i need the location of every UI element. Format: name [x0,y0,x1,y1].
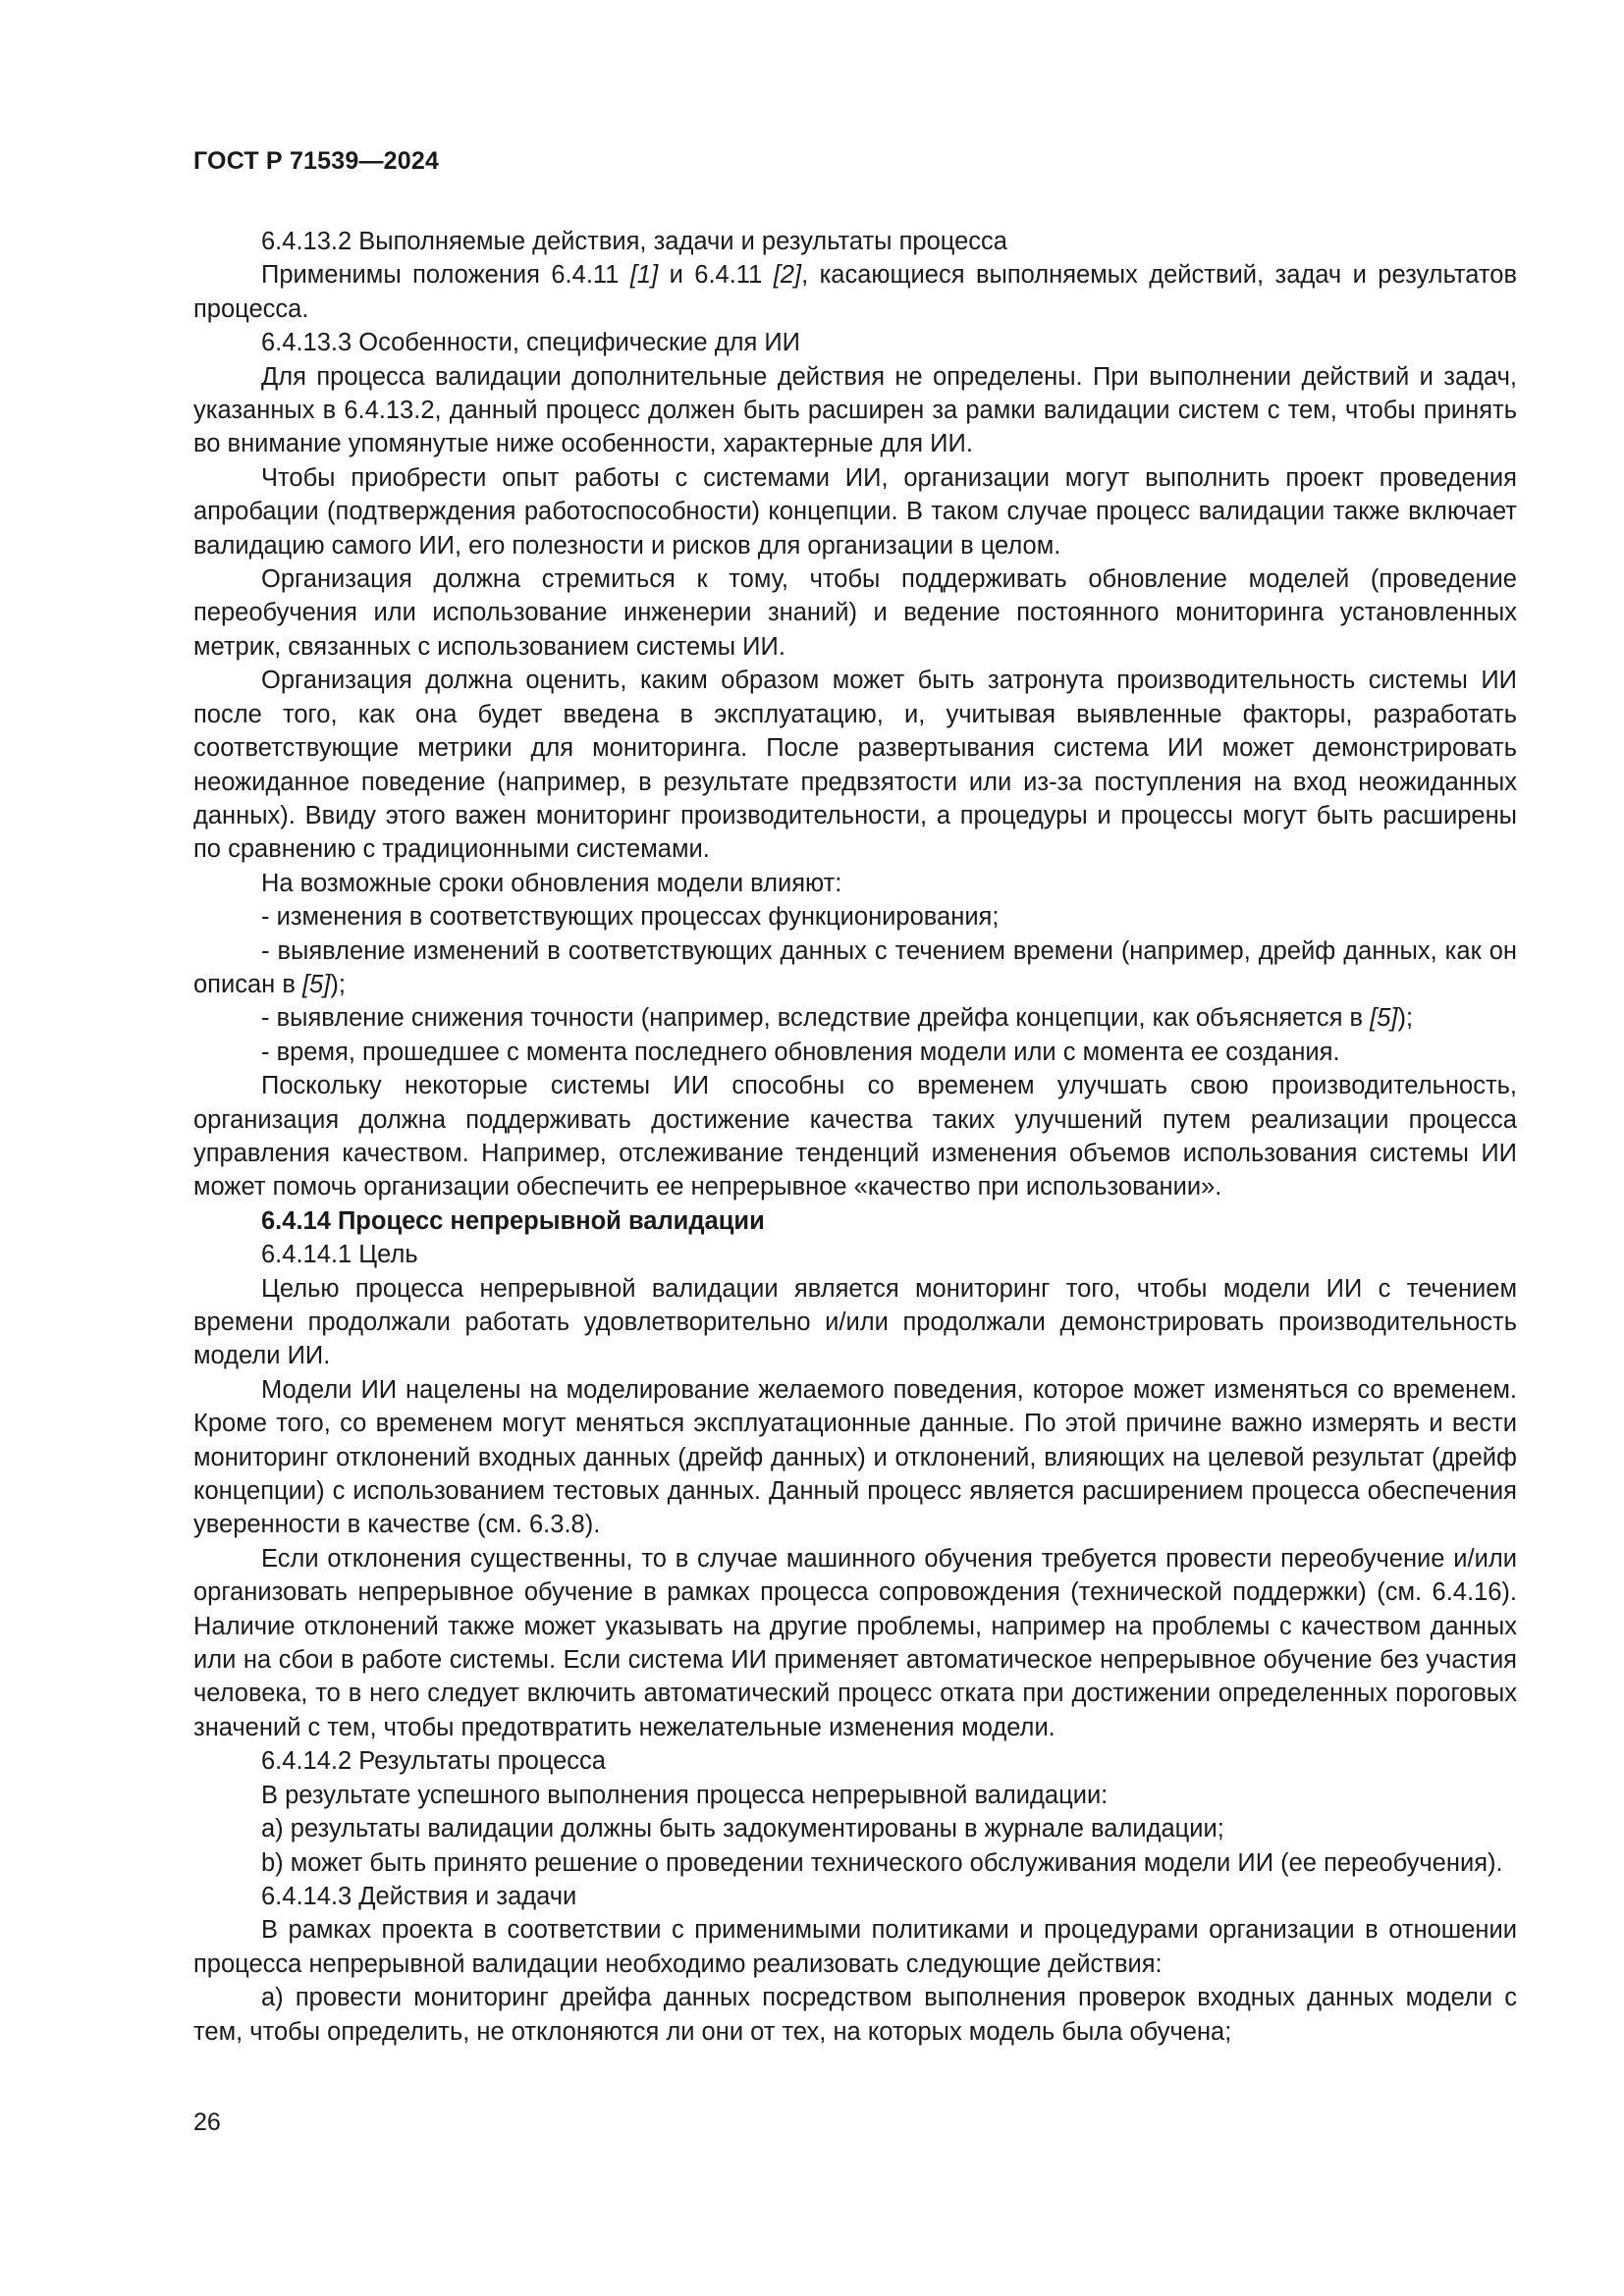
paragraph: Если отклонения существенны, то в случае машинного обучения требуется провести переобучение и/или организовать непрерывное обучение в рамках процесса сопровождения (технической поддержки) (см. 6.4.16). Наличие отклонений также может указывать на другие проблемы, например на проблемы с качеством данных или на сбои в работе системы. Если система ИИ применяет автоматическое непрерывное обучение без участия человека, то в него следует включить автоматический процесс отката при достижении определенных пороговых значений с тем, чтобы предотвратить нежелательные изменения модели. [193,1544,1517,1741]
paragraph: На возможные сроки обновления модели влияют: [261,869,842,897]
reference: [5] [301,970,331,998]
paragraph: Применимы положения 6.4.11 [1] и 6.4.11 [2], касающиеся выполняемых действий, задач и результатов процесса. [193,261,1517,323]
paragraph: Поскольку некоторые системы ИИ способны со временем улучшать свою производительность, организация должна поддерживать достижение качества таких улучшений путем реализации процесса управления качеством. Например, отслеживание тенденций изменения объемов использования системы ИИ может помочь организации обеспечить ее непрерывное «качество при использовании». [193,1072,1517,1201]
list-item: - выявление изменений в соответствующих данных с течением времени (например, дрейф данных, как он описан в [5]); [193,936,1517,998]
subsection-title: 6.4.13.2 Выполняемые действия, задачи и результаты процесса [261,228,1007,255]
paragraph: Организация должна оценить, каким образом может быть затронута производительность системы ИИ после того, как она будет введена в эксплуатацию, и, учитывая выявленные факторы, разработать соответствующие метрики для мониторинга. После развертывания система ИИ может демонстрировать неожиданное поведение (например, в результате предвзятости или из-за поступления на вход неожиданных данных). Ввиду этого важен мониторинг производительности, а процедуры и процессы могут быть расширены по сравнению с традиционными системами. [193,667,1517,864]
paragraph: Чтобы приобрести опыт работы с системами ИИ, организации могут выполнить проект проведения апробации (подтверждения работоспособности) концепции. В таком случае процесс валидации также включает валидацию самого ИИ, его полезности и рисков для организации в целом. [193,463,1517,560]
list-item: a) результаты валидации должны быть задокументированы в журнале валидации; [261,1815,1224,1843]
paragraph: Модели ИИ нацелены на моделирование желаемого поведения, которое может изменяться со временем. Кроме того, со временем могут меняться эксплуатационные данные. По этой причине важно измерять и вести мониторинг отклонений входных данных (дрейф данных) и отклонений, влияющих на целевой результат (дрейф концепции) с использованием тестовых данных. Данный процесс является расширением процесса обеспечения уверенности в качестве (см. 6.3.8). [193,1375,1517,1539]
list-item: - время, прошедшее с момента последнего обновления модели или с момента ее создания. [261,1038,1340,1066]
subsection-title: 6.4.14.1 Цель [261,1241,418,1269]
paragraph: В рамках проекта в соответствии с применимыми политиками и процедурами организации в отношении процесса непрерывной валидации необходимо реализовать следующие действия: [193,1916,1517,1978]
document-body [193,225,1517,2049]
list-item: - выявление снижения точности (например, вследствие дрейфа концепции, как объясняется в [5]); [261,1004,1414,1033]
paragraph: Целью процесса непрерывной валидации является мониторинг того, чтобы модели ИИ с течением времени продолжали работать удовлетворительно и/или продолжали демонстрировать производительность модели ИИ. [193,1274,1517,1370]
reference: [1] [629,261,659,290]
list-item: a) провести мониторинг дрейфа данных посредством выполнения проверок входных данных модели с тем, чтобы определить, не отклоняются ли они от тех, на которых модель была обучена; [193,1984,1517,2046]
document-header: ГОСТ Р 71539—2024 [193,147,440,175]
paragraph: Для процесса валидации дополнительные действия не определены. При выполнении действий и задач, указанных в 6.4.13.2, данный процесс должен быть расширен за рамки валидации систем с тем, чтобы принять во внимание упомянутые ниже особенности, характерные для ИИ. [193,362,1517,458]
reference: [5] [1370,1004,1398,1033]
reference: [2] [773,261,802,290]
subsection-title: 6.4.13.3 Особенности, специфические для ИИ [261,329,800,357]
list-item: - изменения в соответствующих процессах функционирования; [261,903,1000,932]
subsection-title: 6.4.14.3 Действия и задачи [261,1882,577,1910]
subsection-title: 6.4.14.2 Результаты процесса [261,1747,606,1776]
section-heading: 6.4.14 Процесс непрерывной валидации [261,1206,765,1235]
paragraph: Организация должна стремиться к тому, чтобы поддерживать обновление моделей (проведение переобучения или использование инженерии знаний) и ведение постоянного мониторинга установленных метрик, связанных с использованием системы ИИ. [193,565,1517,661]
page-number: 26 [193,2109,221,2136]
paragraph: В результате успешного выполнения процесса непрерывной валидации: [261,1781,1109,1809]
list-item: b) может быть принято решение о проведении технического обслуживания модели ИИ (ее переобучения). [261,1848,1503,1877]
